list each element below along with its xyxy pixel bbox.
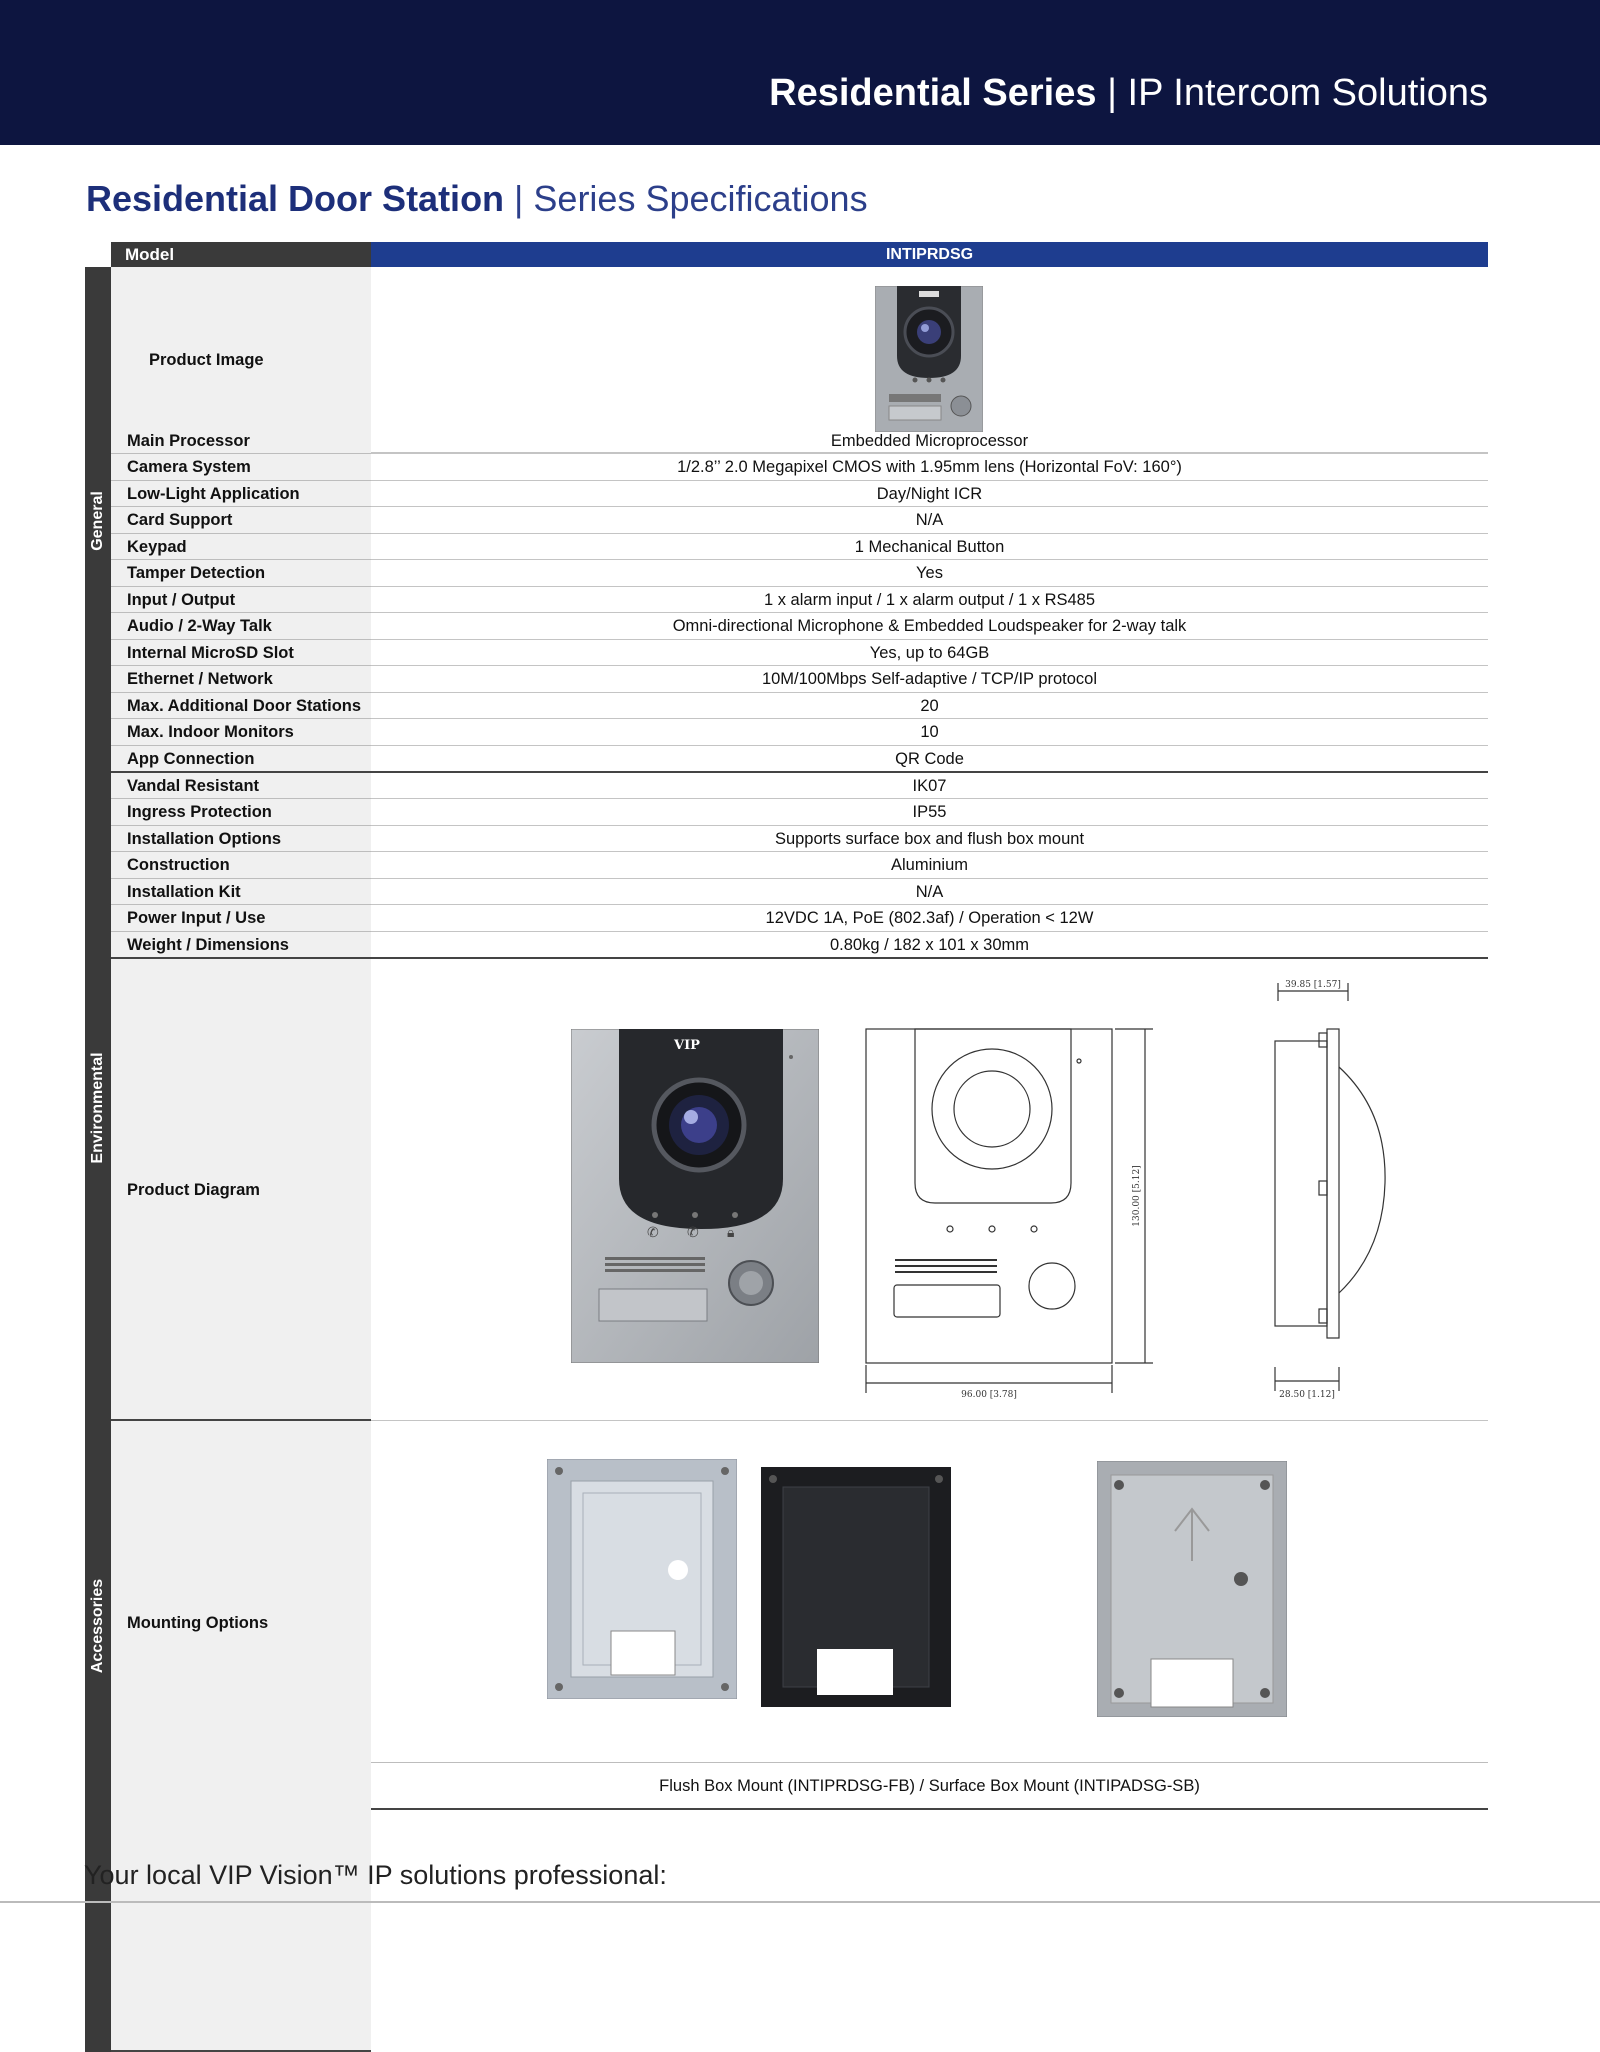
height-dimension-label: 130.00 [5.12] <box>1132 1165 1142 1227</box>
banner-title-separator: | <box>1096 72 1128 114</box>
spec-value: Aluminium <box>371 852 1488 879</box>
spec-label: App Connection <box>111 746 371 773</box>
banner-title-light: IP Intercom Solutions <box>1127 72 1488 114</box>
page-title-bold: Residential Door Station <box>86 178 505 219</box>
spec-value: 0.80kg / 182 x 101 x 30mm <box>371 932 1488 959</box>
spec-value: N/A <box>371 879 1488 905</box>
mounting-options-label: Mounting Options <box>111 1421 371 1989</box>
spec-value: 1 x alarm input / 1 x alarm output / 1 x RS485 <box>371 587 1488 613</box>
side-dimension-drawing <box>1271 971 1391 1401</box>
spec-label: Max. Indoor Monitors <box>111 719 371 746</box>
flush-box-black-image <box>761 1467 951 1707</box>
page-title <box>86 178 868 220</box>
spec-label: Input / Output <box>111 587 371 613</box>
spec-value: Omni-directional Microphone & Embedded Loudspeaker for 2-way talk <box>371 613 1488 640</box>
model-header-label: Model <box>111 242 371 267</box>
product-diagram-label: Product Diagram <box>111 959 371 1421</box>
product-image-cell <box>371 267 1488 453</box>
spec-value: Supports surface box and flush box mount <box>371 826 1488 852</box>
door-station-front-photo <box>571 1029 819 1363</box>
depth-top-dimension-label: 39.85 [1.57] <box>1285 980 1341 990</box>
front-dimension-drawing <box>861 1013 1161 1403</box>
spec-value: Embedded Microprocessor <box>371 428 1488 454</box>
footer-tagline: Your local VIP Vision™ IP solutions professional: <box>84 1860 667 1890</box>
model-header-value: INTIPRDSG <box>371 242 1488 267</box>
section-general-label: General <box>89 491 106 551</box>
spec-label: Weight / Dimensions <box>111 932 371 959</box>
depth-bottom-dimension-label: 28.50 [1.12] <box>1279 1390 1335 1400</box>
mounting-caption: Flush Box Mount (INTIPRDSG-FB) / Surface Box Mount (INTIPADSG-SB) <box>371 1763 1488 1810</box>
section-accessories-label: Accessories <box>89 1578 106 1674</box>
svg-text:🔒︎: 🔒︎ <box>727 1225 735 1241</box>
width-dimension-label: 96.00 [3.78] <box>961 1390 1017 1400</box>
spec-value: 10 <box>371 719 1488 746</box>
spec-label: Ethernet / Network <box>111 666 371 693</box>
spec-value: 20 <box>371 693 1488 719</box>
spec-label: Construction <box>111 852 371 879</box>
spec-label: Installation Options <box>111 826 371 852</box>
spec-value: N/A <box>371 507 1488 534</box>
spec-label: Power Input / Use <box>111 905 371 932</box>
flush-box-silver-image <box>547 1459 737 1699</box>
spec-value: IP55 <box>371 799 1488 826</box>
spec-label: Internal MicroSD Slot <box>111 640 371 666</box>
banner-title-bold: Residential Series <box>769 72 1097 114</box>
spec-value: QR Code <box>371 746 1488 773</box>
product-thumbnail <box>875 286 983 432</box>
spec-label: Vandal Resistant <box>111 773 371 799</box>
spec-value: 12VDC 1A, PoE (802.3af) / Operation < 12W <box>371 905 1488 932</box>
surface-box-image <box>1097 1461 1287 1717</box>
section-general <box>85 267 111 1015</box>
spec-label: Card Support <box>111 507 371 534</box>
section-environmental-label: Environmental <box>89 1052 106 1164</box>
spec-value: 1 Mechanical Button <box>371 534 1488 560</box>
spec-label: Low-Light Application <box>111 481 371 507</box>
spec-label: Ingress Protection <box>111 799 371 826</box>
page-title-separator: | <box>504 178 534 219</box>
product-diagram-cell <box>371 959 1488 1421</box>
spec-label: Audio / 2-Way Talk <box>111 613 371 640</box>
spec-label: Keypad <box>111 534 371 560</box>
footer-divider <box>0 1901 1600 1903</box>
header-banner <box>0 0 1600 145</box>
spec-value: Yes <box>371 560 1488 587</box>
spec-label: Tamper Detection <box>111 560 371 587</box>
spec-label: Camera System <box>111 454 371 481</box>
spec-label: Installation Kit <box>111 879 371 905</box>
section-accessories <box>85 1201 111 2052</box>
spec-label: Main Processor <box>111 428 371 454</box>
spec-value: Yes, up to 64GB <box>371 640 1488 666</box>
spec-value: IK07 <box>371 773 1488 799</box>
spec-value: Day/Night ICR <box>371 481 1488 507</box>
spec-value: 1/2.8’’ 2.0 Megapixel CMOS with 1.95mm lens (Horizontal FoV: 160°) <box>371 454 1488 481</box>
svg-text:✆: ✆ <box>647 1225 659 1241</box>
spec-label: Max. Additional Door Stations <box>111 693 371 719</box>
mounting-images-cell <box>371 1421 1488 1763</box>
section-environmental <box>85 1015 111 1201</box>
product-image-label: Product Image <box>111 267 371 453</box>
svg-text:✆: ✆ <box>687 1225 699 1241</box>
brand-label: VIP <box>674 1038 700 1053</box>
spec-value: 10M/100Mbps Self-adaptive / TCP/IP protocol <box>371 666 1488 693</box>
banner-title <box>769 72 1488 115</box>
page-title-light: Series Specifications <box>533 178 868 219</box>
